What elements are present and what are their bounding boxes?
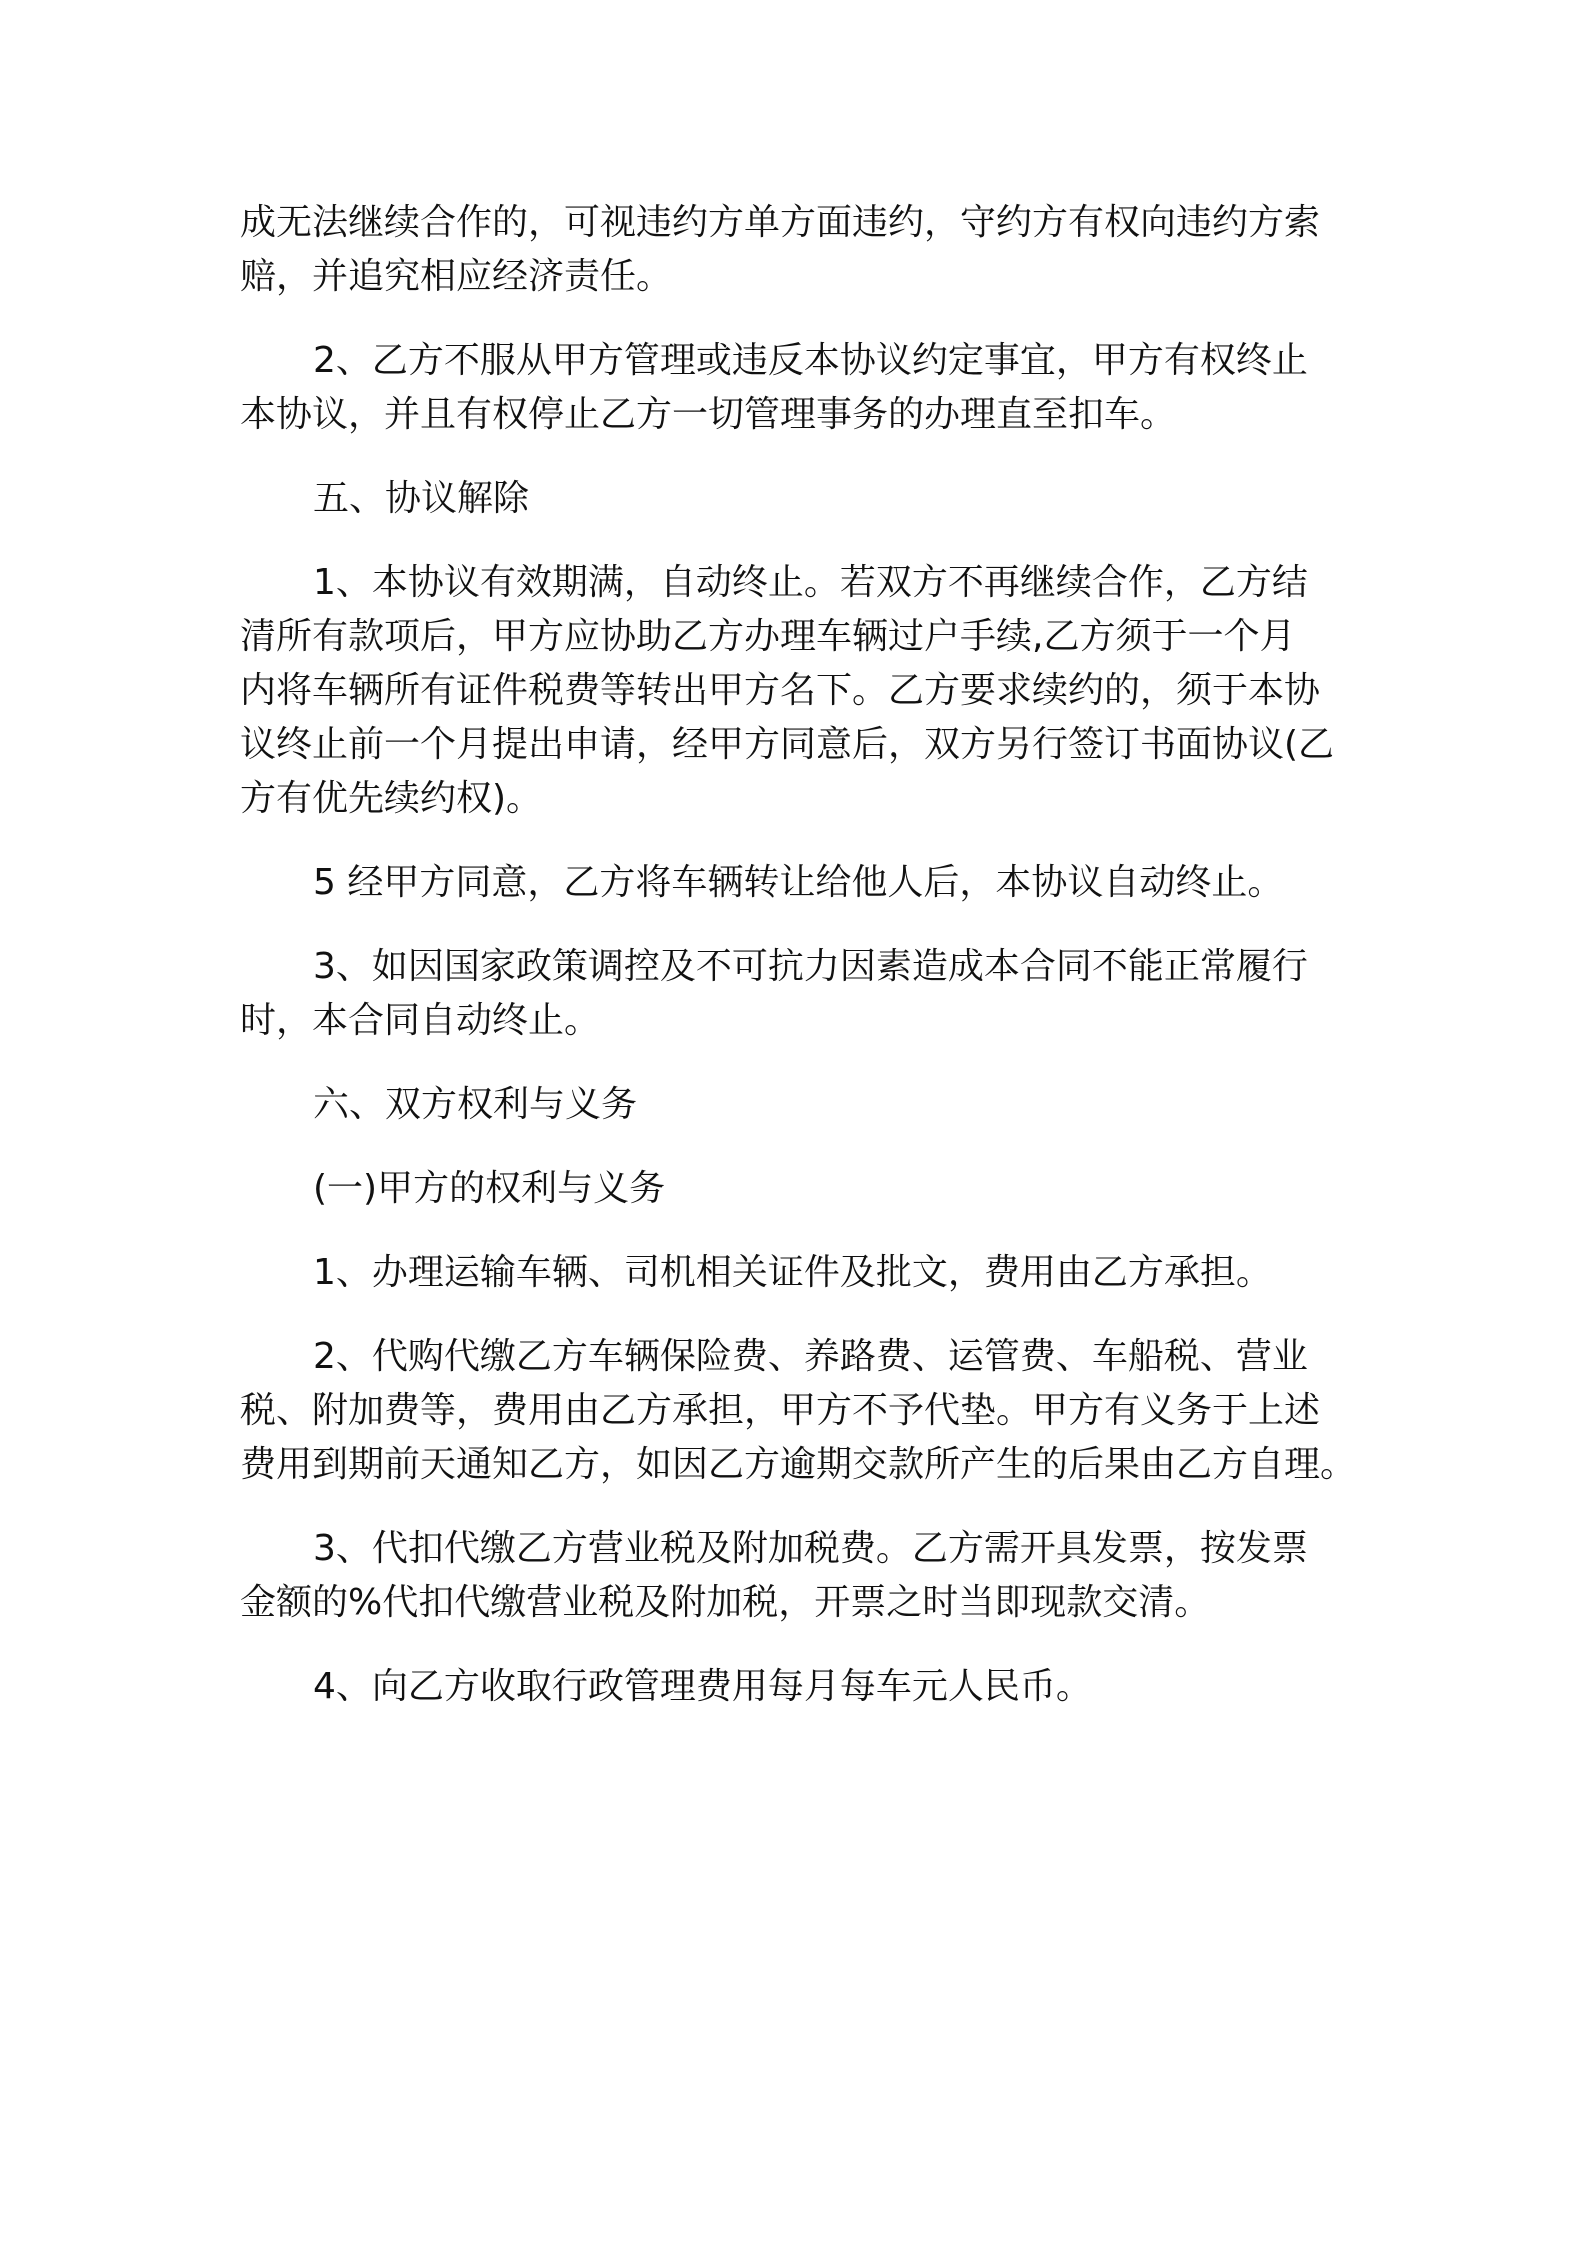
text-line: 本协议，并且有权停止乙方一切管理事务的办理直至扣车。 [240, 394, 1177, 435]
text-line: 税、附加费等，费用由乙方承担，甲方不予代垫。甲方有义务于上述 [240, 1390, 1321, 1431]
paragraph-duty-2 [240, 1330, 1360, 1492]
text-line: 赔，并追究相应经济责任。 [240, 256, 673, 297]
paragraph-duty-3 [240, 1522, 1360, 1630]
text-line: 1、本协议有效期满，自动终止。若双方不再继续合作，乙方结 [313, 562, 1308, 603]
paragraph-duty-4 [240, 1660, 1360, 1714]
document-body [240, 196, 1360, 1714]
text-line: 议终止前一个月提出申请，经甲方同意后，双方另行签订书面协议(乙 [240, 724, 1335, 765]
text-line: 4、向乙方收取行政管理费用每月每车元人民币。 [313, 1666, 1092, 1707]
text-line: 1、办理运输车辆、司机相关证件及批文，费用由乙方承担。 [313, 1252, 1272, 1293]
paragraph-clause-2-termination [240, 334, 1360, 442]
subsection-heading-party-a [240, 1162, 1360, 1216]
subsection-title: (一)甲方的权利与义务 [313, 1168, 666, 1209]
text-line: 2、乙方不服从甲方管理或违反本协议约定事宜，甲方有权终止 [313, 340, 1308, 381]
section-heading-6 [240, 1078, 1360, 1132]
text-line: 时，本合同自动终止。 [240, 1000, 601, 1041]
paragraph-clause-3-force-majeure [240, 940, 1360, 1048]
paragraph-duty-1 [240, 1246, 1360, 1300]
section-title: 六、双方权利与义务 [313, 1084, 638, 1125]
text-line: 内将车辆所有证件税费等转出甲方名下。乙方要求续约的，须于本协 [240, 670, 1321, 711]
section-title: 五、协议解除 [313, 478, 530, 519]
text-line: 3、代扣代缴乙方营业税及附加税费。乙方需开具发票，按发票 [313, 1528, 1308, 1569]
text-line: 清所有款项后，甲方应协助乙方办理车辆过户手续,乙方须于一个月 [240, 616, 1296, 657]
text-line: 方有优先续约权)。 [240, 778, 543, 819]
paragraph-clause-5-transfer [240, 856, 1360, 910]
text-line: 成无法继续合作的，可视违约方单方面违约，守约方有权向违约方索 [240, 202, 1321, 243]
text-line: 金额的%代扣代缴营业税及附加税，开票之时当即现款交清。 [240, 1582, 1211, 1623]
text-line: 2、代购代缴乙方车辆保险费、养路费、运管费、车船税、营业 [313, 1336, 1308, 1377]
paragraph-clause-1-expiry [240, 556, 1360, 826]
section-heading-5 [240, 472, 1360, 526]
text-line: 5 经甲方同意，乙方将车辆转让给他人后，本协议自动终止。 [313, 862, 1284, 903]
paragraph-breach-clause-continued [240, 196, 1360, 304]
text-line: 费用到期前天通知乙方，如因乙方逾期交款所产生的后果由乙方自理。 [240, 1444, 1357, 1485]
text-line: 3、如因国家政策调控及不可抗力因素造成本合同不能正常履行 [313, 946, 1308, 987]
